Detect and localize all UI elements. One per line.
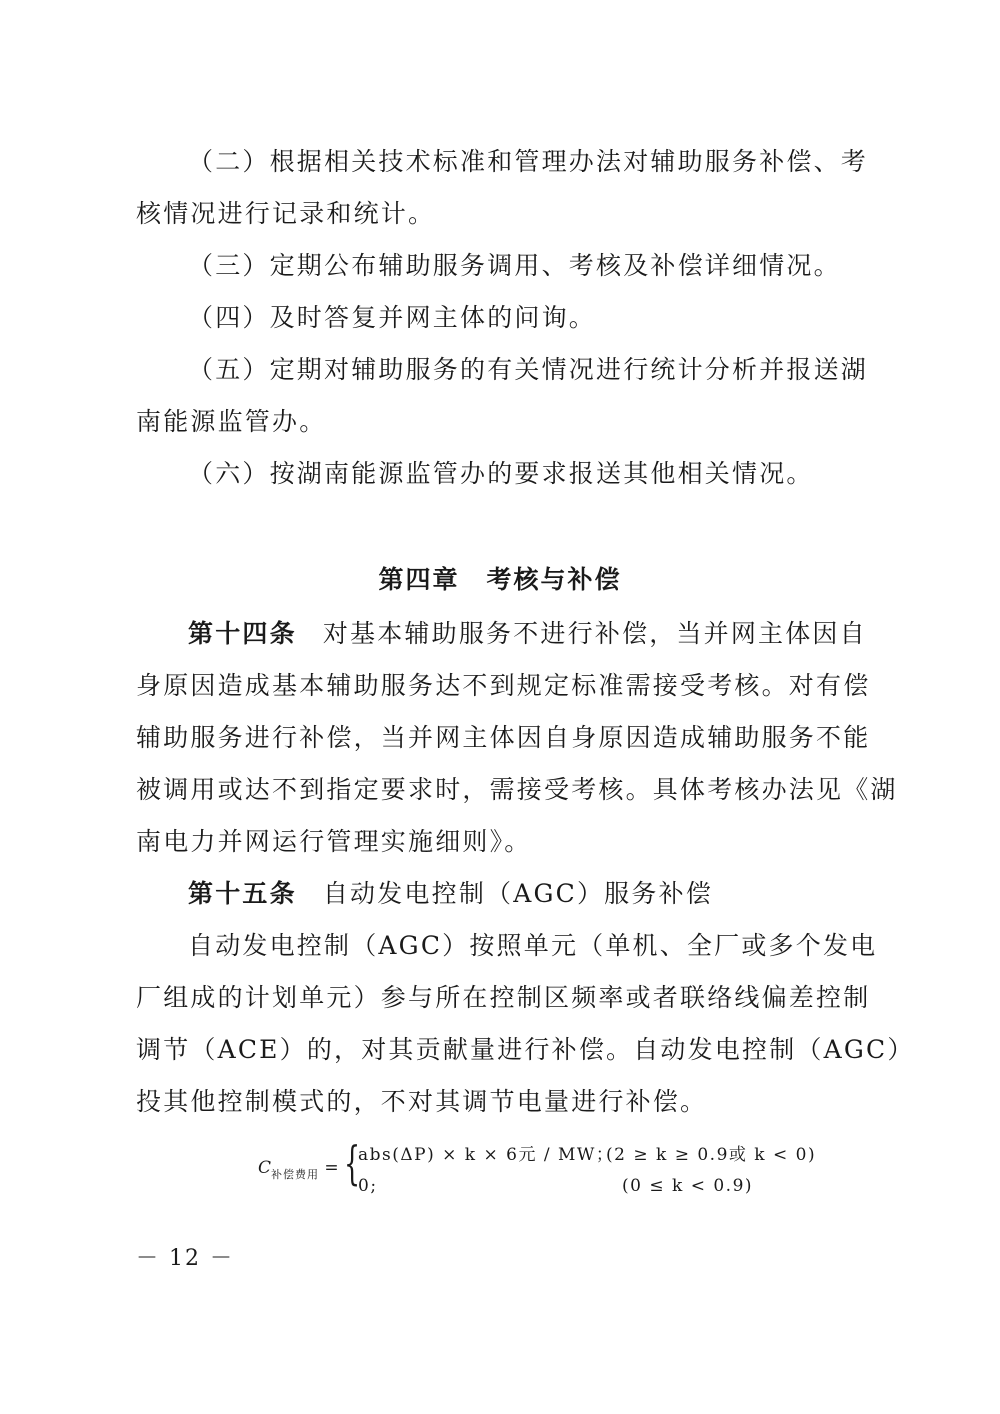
formula-equals: = (324, 1158, 339, 1178)
page-number: － 12 － (136, 1246, 234, 1271)
formula-symbol: C (258, 1158, 272, 1178)
paragraph-line: （五）定期对辅助服务的有关情况进行统计分析并报送湖 (188, 355, 869, 384)
paragraph-line: 辅助服务进行补偿，当并网主体因自身原因造成辅助服务不能 (136, 723, 871, 752)
chapter-heading: 第四章 考核与补偿 (378, 565, 622, 594)
article-15-title-line (188, 874, 864, 914)
paragraph-line: 自动发电控制（AGC）按照单元（单机、全厂或多个发电 (188, 931, 878, 960)
article-14-text: 对基本辅助服务不进行补偿，当并网主体因自 (322, 619, 867, 648)
paragraph-line: 投其他控制模式的，不对其调节电量进行补偿。 (136, 1087, 708, 1116)
article-14-first-line (188, 614, 867, 654)
paragraph-line: 核情况进行记录和统计。 (136, 199, 436, 228)
formula-brace: { (344, 1136, 361, 1190)
paragraph-line: （四）及时答复并网主体的问询。 (188, 303, 597, 332)
paragraph-line: 被调用或达不到指定要求时，需接受考核。具体考核办法见《湖 (136, 775, 898, 804)
paragraph-line: （六）按湖南能源监管办的要求报送其他相关情况。 (188, 459, 814, 488)
formula-subscript: 补偿费用 (271, 1168, 320, 1181)
paragraph-line: （二）根据相关技术标准和管理办法对辅助服务补偿、考 (188, 147, 869, 176)
formula-row-2-expression: 0; (358, 1176, 378, 1196)
paragraph-line: 厂组成的计划单元）参与所在控制区频率或者联络线偏差控制 (136, 983, 871, 1012)
paragraph-line: 南电力并网运行管理实施细则》。 (136, 827, 532, 856)
formula-row-2-condition: (0 ≤ k < 0.9) (622, 1176, 754, 1196)
formula-row-1-condition: (2 ≥ k ≥ 0.9或 k < 0) (606, 1145, 817, 1165)
paragraph-line: 身原因造成基本辅助服务达不到规定标准需接受考核。对有偿 (136, 671, 871, 700)
paragraph-line: 南能源监管办。 (136, 407, 327, 436)
article-15-title: 自动发电控制（AGC）服务补偿 (322, 879, 713, 908)
article-15-label: 第十五条 (188, 879, 297, 908)
paragraph-line: （三）定期公布辅助服务调用、考核及补偿详细情况。 (188, 251, 841, 280)
formula-lhs (258, 1158, 339, 1181)
compensation-formula (258, 1134, 818, 1204)
formula-row-1-expression: abs(ΔP) × k × 6元 / MW； (358, 1145, 615, 1165)
paragraph-line: 调节（ACE）的，对其贡献量进行补偿。自动发电控制（AGC） (136, 1035, 915, 1064)
article-14-label: 第十四条 (188, 619, 297, 648)
